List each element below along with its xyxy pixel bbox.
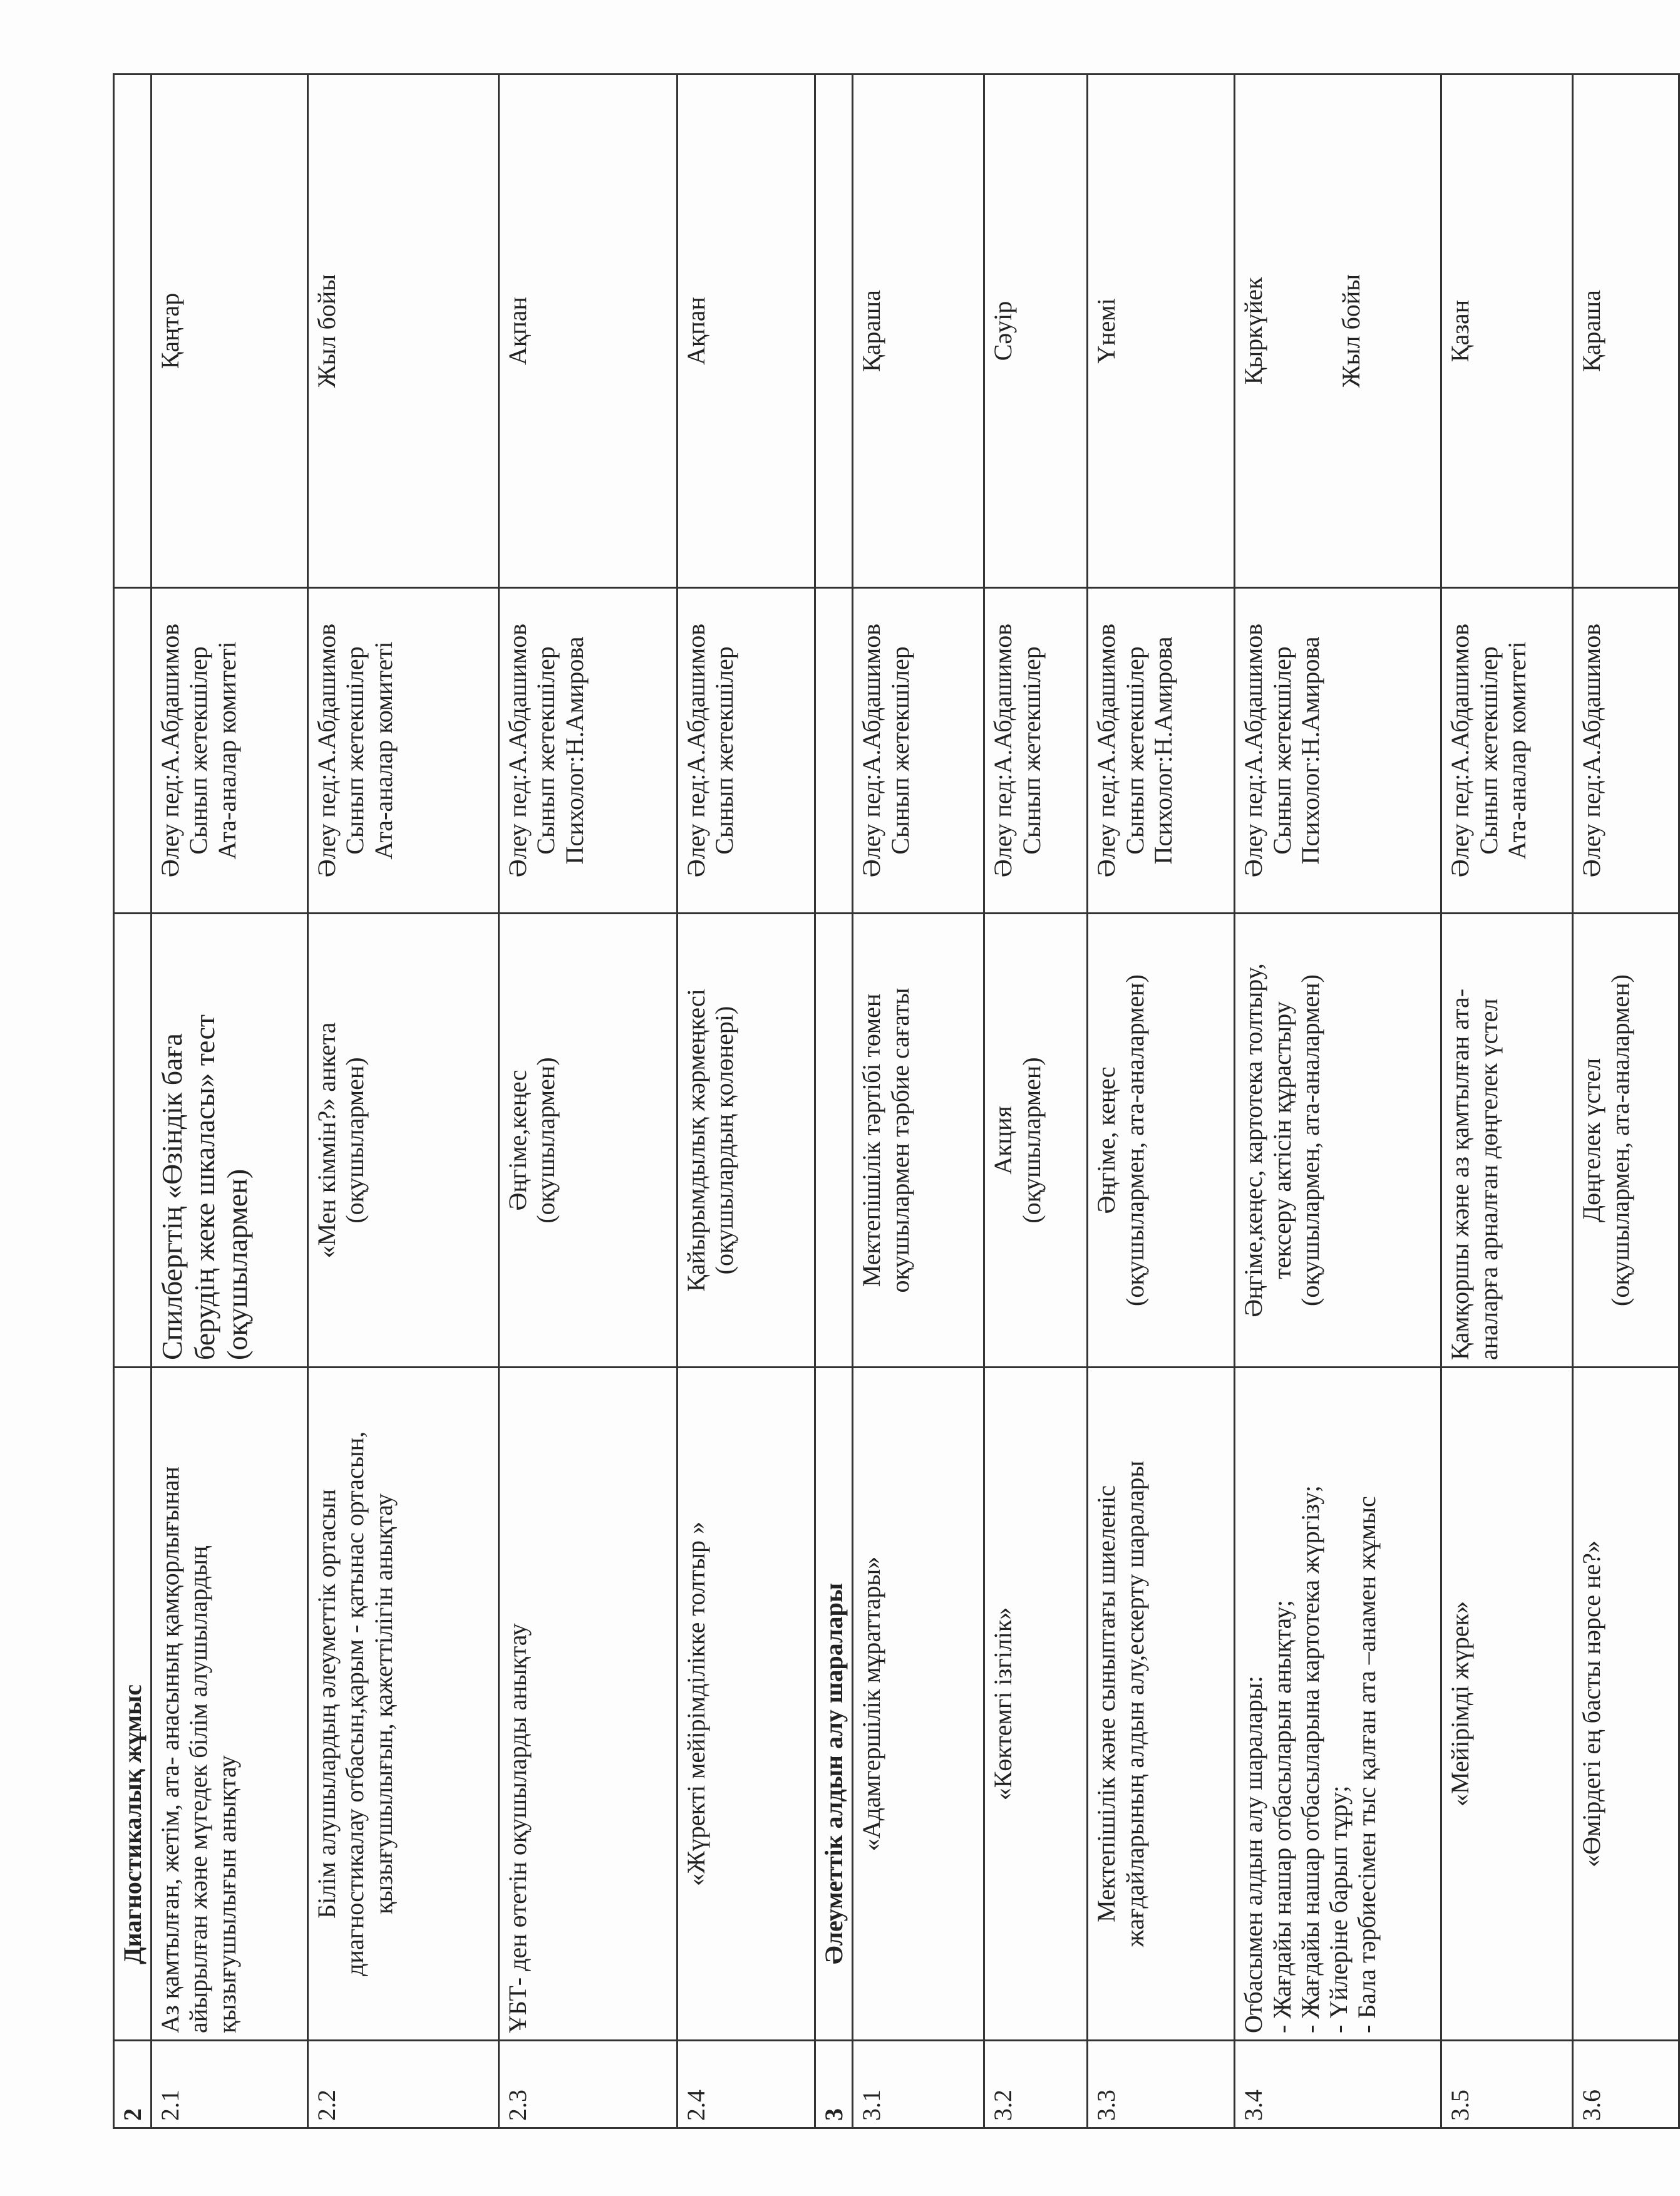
table-row (499, 75, 678, 2128)
time-text-2: Жыл бойы (1336, 274, 1365, 388)
form-cell (1235, 914, 1441, 1368)
section-number: 3 (815, 2041, 853, 2128)
row-number: 3.4 (1235, 2041, 1441, 2128)
table-row (1573, 75, 1679, 2128)
text-line: «Көктемгі ізгілік» (989, 1607, 1018, 1801)
section-title: Әлеуметтік алдын алу шаралары (815, 1368, 853, 2041)
text-line: Әңгіме,кеңес, картотека толтыру, (1239, 963, 1268, 1317)
text-line: Әңгіме, кеңес (1092, 1066, 1121, 1214)
time-text: Қараша (857, 290, 886, 372)
text-line: - Жағдайы нашар отбасыларын анықтау; (1267, 1600, 1296, 2033)
responsible-cell (1441, 588, 1573, 914)
time-text: Үнемі (1092, 298, 1121, 364)
text-line: Спилбергтің «Өзіндік баға (156, 1033, 188, 1360)
row-number: 3.3 (1088, 2041, 1235, 2128)
responsible-cell (678, 588, 815, 914)
text-line: Психолог:Н.Амирова (1296, 636, 1324, 865)
empty-cell (114, 914, 152, 1368)
text-line: берудің жеке шкаласы» тест (188, 1014, 221, 1360)
text-line: (оқушылармен) (532, 1057, 560, 1224)
text-line: Аз қамтылған, жетім, ата- анасының қамқорлығынан (156, 1467, 185, 2033)
table-row (678, 75, 815, 2128)
empty-cell (114, 588, 152, 914)
text-line: (оқушылармен, ата-аналармен) (1605, 974, 1634, 1306)
text-line: Акция (989, 1106, 1018, 1175)
text-line: Әңгіме,кеңес (503, 1070, 532, 1211)
text-line: Психолог:Н.Амирова (1148, 636, 1177, 865)
spacer (1268, 81, 1337, 580)
form-cell (499, 914, 678, 1368)
text-line: Әлеу пед:А.Абдашимов (857, 623, 886, 878)
text-line: Әлеу пед:А.Абдашимов (1446, 623, 1475, 878)
text-line: Әлеу пед:А.Абдашимов (989, 623, 1018, 878)
event-cell (984, 1368, 1088, 2041)
row-number: 3.1 (853, 2041, 984, 2128)
time-cell (853, 75, 984, 588)
table-row (853, 75, 984, 2128)
text-line: Әлеу пед:А.Абдашимов (503, 623, 532, 878)
text-line: Әлеу пед:А.Абдашимов (682, 623, 711, 878)
text-line: оқушылармен тәрбие сағаты (885, 987, 914, 1293)
time-cell (308, 75, 499, 588)
section-title: Диагностикалық жұмыс (114, 1368, 152, 2041)
row-number: 3.2 (984, 2041, 1088, 2128)
text-line: жағдайларының алдын алу,ескерту шаралары (1120, 1460, 1149, 1947)
text-line: аналарға арналған дөңгелек үстел (1474, 998, 1503, 1360)
text-line: Сынып жетекшілер (184, 646, 213, 855)
text-line: (оқушылардың қолөнері) (710, 1006, 739, 1275)
table-row (1441, 75, 1573, 2128)
text-line: Әлеу пед:А.Абдашимов (1577, 623, 1606, 878)
text-line: Мектепішілік және сыныптағы шиеленіс (1092, 1485, 1121, 1922)
text-line: Сынып жетекшілер (532, 646, 560, 855)
text-line: (оқушылармен) (341, 1057, 369, 1224)
time-text: Ақпан (682, 297, 711, 365)
text-line: - Үйлеріне барып тұру; (1324, 1785, 1353, 2033)
text-line: Сынып жетекшілер (341, 646, 369, 855)
empty-cell (815, 588, 853, 914)
time-text: Қараша (1577, 290, 1606, 372)
row-number: 3.6 (1573, 2041, 1679, 2128)
time-cell (1235, 75, 1441, 588)
text-line: Әлеу пед:А.Абдашимов (312, 623, 341, 878)
text-line: Сынып жетекшілер (1267, 646, 1296, 855)
text-line: айырылған және мүгедек білім алушылардың (184, 1545, 213, 2033)
text-line: Мектепішілік тәртібі төмен (857, 993, 886, 1287)
text-line: Ата-аналар комитеті (369, 641, 398, 860)
form-cell (308, 914, 499, 1368)
text-line: «Адамгершілік мұраттары» (857, 1556, 886, 1852)
text-line: Әлеу пед:А.Абдашимов (1239, 623, 1268, 878)
text-line: Ата-аналар комитеті (212, 641, 241, 860)
text-line: Сынып жетекшілер (1474, 646, 1503, 855)
time-text: Жыл бойы (312, 274, 341, 388)
empty-cell (815, 914, 853, 1368)
event-cell (1573, 1368, 1679, 2041)
responsible-cell (853, 588, 984, 914)
text-line: Қайырымдылық жәрмеңкесі (682, 989, 711, 1292)
text-line: диагностикалау отбасын,қарым - қатынас ортасын, (341, 1431, 369, 1977)
text-line: «Мейірімді жүрек» (1446, 1601, 1475, 1807)
text-line: Қамқоршы және аз қамтылған ата- (1446, 988, 1475, 1360)
row-number: 2.3 (499, 2041, 678, 2128)
text-line: Дөңгелек үстел (1577, 1058, 1606, 1223)
responsible-cell (984, 588, 1088, 914)
text-line: (оқушылармен, ата-аналармен) (1296, 974, 1324, 1306)
text-line: тексеру актісін құрастыру (1267, 1001, 1296, 1279)
section-number: 2 (114, 2041, 152, 2128)
time-text: Сәуір (989, 301, 1018, 361)
text-line: «Өмірдегі ең басты нәрсе не?» (1577, 1540, 1606, 1867)
time-text: Қаңтар (156, 292, 185, 369)
text-line: (оқушылармен) (1017, 1057, 1046, 1224)
text-line: Ата-аналар комитеті (1502, 641, 1531, 860)
time-cell (499, 75, 678, 588)
text-line: «Мен кіммін?» анкета (312, 1022, 341, 1259)
event-cell (499, 1368, 678, 2041)
time-cell (678, 75, 815, 588)
text-line: - Бала тәрбиесімен тыс қалған ата –анамен жұмыс (1353, 1496, 1381, 2033)
table-row (152, 75, 308, 2128)
rotated-page (113, 75, 1634, 2129)
form-cell (1573, 914, 1679, 1368)
row-number: 2.2 (308, 2041, 499, 2128)
text-line: Психолог:Н.Амирова (560, 636, 589, 865)
text-line: Білім алушылардың әлеуметтік ортасын (312, 1489, 341, 1919)
text-line: Сынып жетекшілер (1017, 646, 1046, 855)
text-line: қызығушылығын анықтау (212, 1755, 241, 2033)
form-cell (678, 914, 815, 1368)
time-cell (152, 75, 308, 588)
section-row (815, 75, 853, 2128)
text-line: Әлеу пед:А.Абдашимов (156, 623, 185, 878)
table-row (1088, 75, 1235, 2128)
event-cell (1088, 1368, 1235, 2041)
event-cell (1235, 1368, 1441, 2041)
form-cell (1088, 914, 1235, 1368)
row-number: 3.5 (1441, 2041, 1573, 2128)
text-line: - Жағдайы нашар отбасыларына картотека жүргізу; (1296, 1485, 1324, 2033)
text-line: Сынып жетекшілер (885, 646, 914, 855)
text-line: Сынып жетекшілер (710, 646, 739, 855)
empty-cell (114, 75, 152, 588)
text-line: ҰБТ- ден өтетін оқушыларды анықтау (503, 1623, 532, 2033)
text-line: қызығушылығын, қажеттілігін анықтау (369, 1493, 398, 1914)
row-number: 2.1 (152, 2041, 308, 2128)
time-text: Қазан (1446, 299, 1475, 363)
table-row (984, 75, 1088, 2128)
event-cell (678, 1368, 815, 2041)
text-line: (оқушылармен, ата-аналармен) (1120, 974, 1149, 1306)
section-row (114, 75, 152, 2128)
empty-cell (815, 75, 853, 588)
table-row (1235, 75, 1441, 2128)
form-cell (853, 914, 984, 1368)
plan-table-body (114, 75, 1679, 2128)
responsible-cell (152, 588, 308, 914)
event-cell (853, 1368, 984, 2041)
event-cell (308, 1368, 499, 2041)
responsible-cell (1573, 588, 1679, 914)
time-cell (984, 75, 1088, 588)
row-number: 2.4 (678, 2041, 815, 2128)
event-cell (1441, 1368, 1573, 2041)
plan-table (113, 73, 1680, 2129)
responsible-cell (1235, 588, 1441, 914)
event-cell (152, 1368, 308, 2041)
table-row (308, 75, 499, 2128)
form-cell (1441, 914, 1573, 1368)
text-line: (оқушылармен) (221, 1168, 254, 1360)
form-cell (152, 914, 308, 1368)
form-cell (984, 914, 1088, 1368)
time-cell (1573, 75, 1679, 588)
responsible-cell (308, 588, 499, 914)
time-text: Қыркүйек (1239, 277, 1268, 385)
text-line: Отбасымен алдын алу шаралары: (1239, 1676, 1268, 2033)
text-line: «Жүректі мейірімділікке толтыр » (682, 1522, 711, 1887)
time-text: Ақпан (503, 297, 532, 365)
text-line: Әлеу пед:А.Абдашимов (1092, 623, 1121, 878)
time-cell (1441, 75, 1573, 588)
responsible-cell (499, 588, 678, 914)
time-cell (1088, 75, 1235, 588)
text-line: Сынып жетекшілер (1120, 646, 1149, 855)
responsible-cell (1088, 588, 1235, 914)
